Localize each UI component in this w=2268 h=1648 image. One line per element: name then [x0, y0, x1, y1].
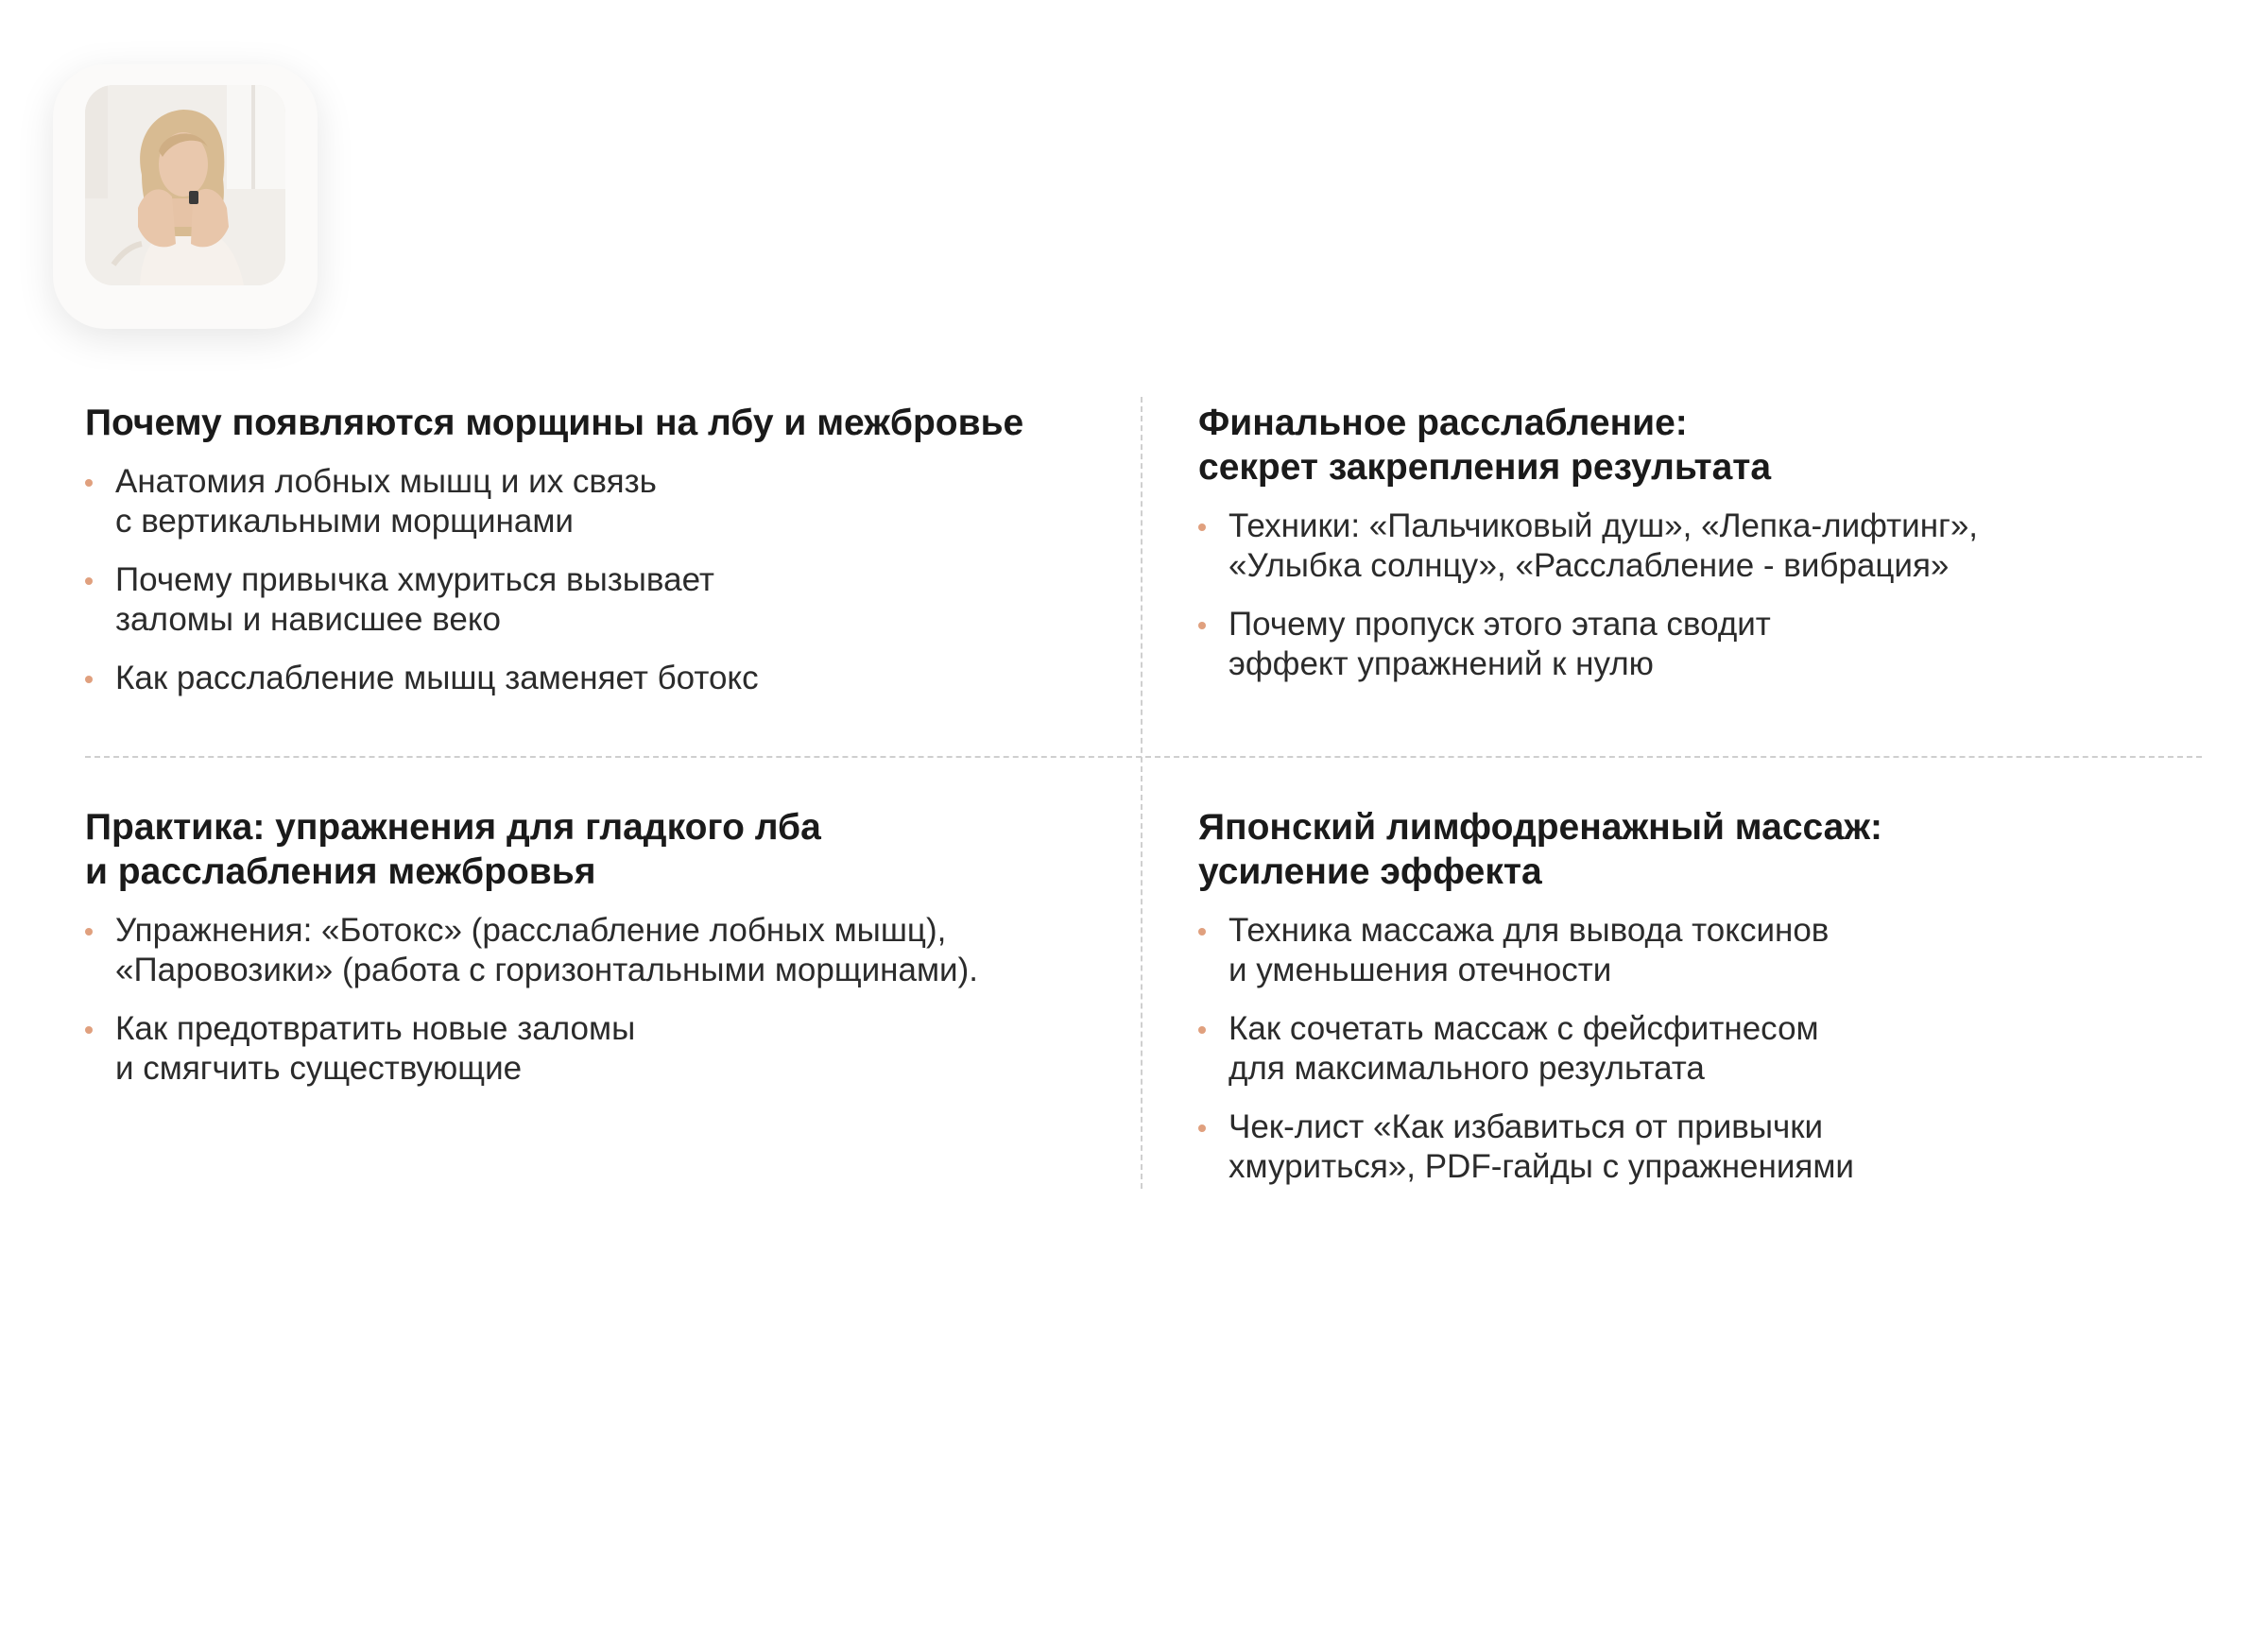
vertical-divider: [1141, 397, 1143, 1189]
section-title: Почему появляются морщины на лбу и межбровье: [85, 403, 1024, 443]
list-item: Почему пропуск этого этапа сводит эффект упражнений к нулю: [1198, 605, 2200, 684]
section-practice: [85, 805, 1125, 1107]
section-final-relaxation: [1198, 401, 2200, 703]
section-japanese-massage: [1198, 805, 2200, 1206]
avatar: [85, 85, 285, 285]
section-forehead-wrinkles: [85, 401, 1115, 717]
bullet-list: [1198, 506, 2200, 684]
bullet-list: [85, 462, 1115, 698]
section-title: Практика: упражнения для гладкого лба и расслабления межбровья: [85, 807, 821, 892]
section-title: Японский лимфодренажный массаж: усиление эффекта: [1198, 807, 1883, 892]
list-item: Почему привычка хмуриться вызывает заломы и нависшее веко: [85, 560, 1115, 640]
avatar-frame: [53, 64, 318, 329]
section-title: Финальное расслабление: секрет закрепления результата: [1198, 403, 1772, 488]
list-item: Техники: «Пальчиковый душ», «Лепка-лифтинг», «Улыбка солнцу», «Расслабление - вибрация»: [1198, 506, 2200, 586]
list-item: Упражнения: «Ботокс» (расслабление лобных мышц), «Паровозики» (работа с горизонтальными морщинами).: [85, 911, 1125, 990]
list-item: Как сочетать массаж с фейсфитнесом для максимального результата: [1198, 1009, 2200, 1089]
bullet-list: [85, 911, 1125, 1089]
list-item: Чек-лист «Как избавиться от привычки хмуриться», PDF-гайды с упражнениями: [1198, 1107, 2200, 1187]
horizontal-divider: [85, 756, 2202, 758]
bullet-list: [1198, 911, 2200, 1187]
list-item: Как предотвратить новые заломы и смягчить существующие: [85, 1009, 1125, 1089]
list-item: Анатомия лобных мышц и их связь с вертикальными морщинами: [85, 462, 1115, 541]
list-item: Как расслабление мышц заменяет ботокс: [85, 659, 1115, 698]
portrait-image: [85, 85, 285, 285]
list-item: Техника массажа для вывода токсинов и уменьшения отечности: [1198, 911, 2200, 990]
